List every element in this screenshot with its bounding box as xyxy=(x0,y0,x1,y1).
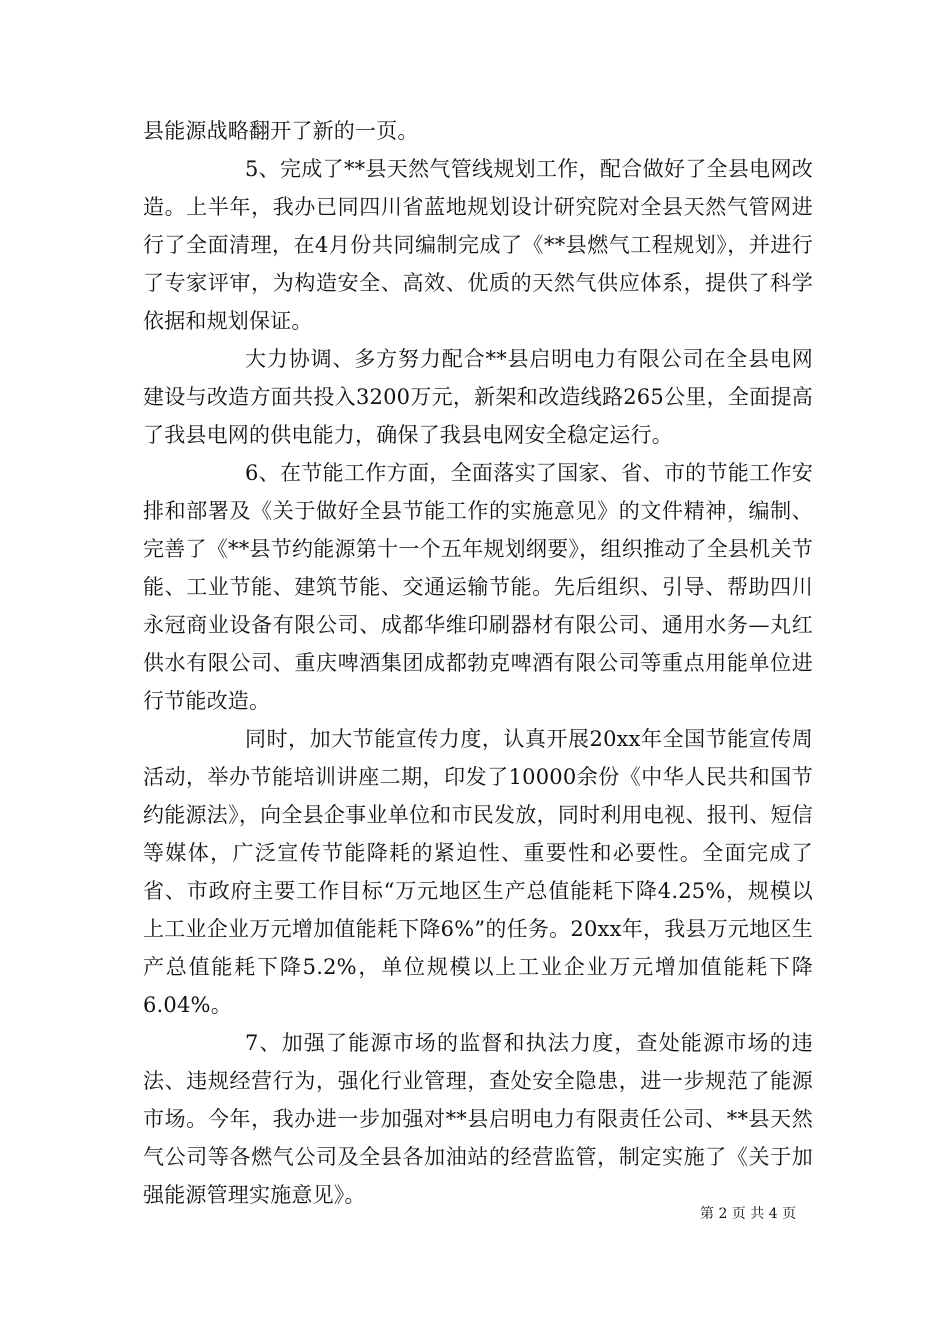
paragraph-grid-investment: 大力协调、多方努力配合**县启明电力有限公司在全县电网建设与改造方面共投入3200万元，新架和改造线路265公里，全面提高了我县电网的供电能力，确保了我县电网安全稳定运行。 xyxy=(143,347,813,447)
paragraph-item-5: 5、完成了**县天然气管线规划工作，配合做好了全县电网改造。上半年，我办已同四川省蓝地规划设计研究院对全县天然气管网进行了全面清理，在4月份共同编制完成了《**县燃气工程规划》，并进行了专家评审，为构造安全、高效、优质的天然气供应体系，提供了科学依据和规划保证。 xyxy=(143,157,813,333)
paragraph-item-6: 6、在节能工作方面，全面落实了国家、省、市的节能工作安排和部署及《关于做好全县节能工作的实施意见》的文件精神，编制、完善了《**县节约能源第十一个五年规划纲要》，组织推动了全县机关节能、工业节能、建筑节能、交通运输节能。先后组织、引导、帮助四川永冠商业设备有限公司、成都华维印刷器材有限公司、通用水务—丸红供水有限公司、重庆啤酒集团成都勃克啤酒有限公司等重点用能单位进行节能改造。 xyxy=(143,461,813,713)
paragraph-item-7: 7、加强了能源市场的监督和执法力度，查处能源市场的违法、违规经营行为，强化行业管理，查处安全隐患，进一步规范了能源市场。今年，我办进一步加强对**县启明电力有限责任公司、**县天然气公司等各燃气公司及全县各加油站的经营监管，制定实施了《关于加强能源管理实施意见》。 xyxy=(143,1031,813,1207)
paragraph-continuation: 县能源战略翻开了新的一页。 xyxy=(143,119,419,143)
paragraph-energy-publicity: 同时，加大节能宣传力度，认真开展20xx年全国节能宣传周活动，举办节能培训讲座二期，印发了10000余份《中华人民共和国节约能源法》，向全县企事业单位和市民发放，同时利用电视、报刊、短信等媒体，广泛宣传节能降耗的紧迫性、重要性和必要性。全面完成了省、市政府主要工作目标“万元地区生产总值能耗下降4.25%，规模以上工业企业万元增加值能耗下降6%”的任务。20xx年，我县万元地区生产总值能耗下降5.2%，单位规模以上工业企业万元增加值能耗下降6.04%。 xyxy=(143,727,813,1017)
page-footer: 第 2 页 共 4 页 xyxy=(700,1206,797,1222)
document-body xyxy=(143,112,813,1214)
